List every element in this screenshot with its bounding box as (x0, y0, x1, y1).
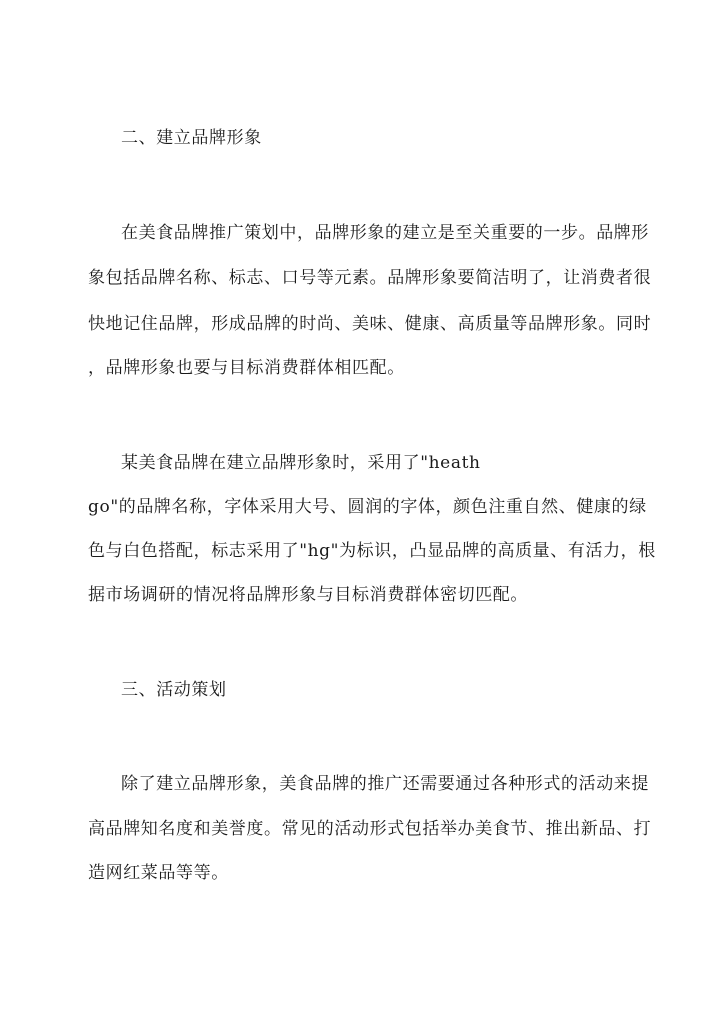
paragraph-line: 在美食品牌推广策划中，品牌形象的建立是至关重要的一步。品牌形 (121, 223, 649, 243)
paragraph-line: 象包括品牌名称、标志、口号等元素。品牌形象要简洁明了，让消费者很 (88, 268, 652, 288)
paragraph-line: go"的品牌名称，字体采用大号、圆润的字体，颜色注重自然、健康的绿 (88, 497, 647, 517)
paragraph-line: 色与白色搭配，标志采用了"hg"为标识，凸显品牌的高质量、有活力，根 (88, 541, 656, 561)
paragraph-line: ，品牌形象也要与目标消费群体相匹配。 (88, 358, 405, 378)
paragraph-line: 高品牌知名度和美誉度。常见的活动形式包括举办美食节、推出新品、打 (88, 819, 652, 839)
paragraph-line: 据市场调研的情况将品牌形象与目标消费群体密切匹配。 (88, 585, 528, 605)
section-heading-event-planning: 三、活动策划 (121, 680, 227, 700)
paragraph-line: 除了建立品牌形象，美食品牌的推广还需要通过各种形式的活动来提 (121, 774, 649, 794)
paragraph-line: 某美食品牌在建立品牌形象时，采用了"heath (121, 453, 481, 473)
paragraph-line: 造网红菜品等等。 (88, 863, 229, 883)
section-heading-brand-image: 二、建立品牌形象 (121, 128, 262, 148)
paragraph-line: 快地记住品牌，形成品牌的时尚、美味、健康、高质量等品牌形象。同时 (88, 314, 652, 334)
